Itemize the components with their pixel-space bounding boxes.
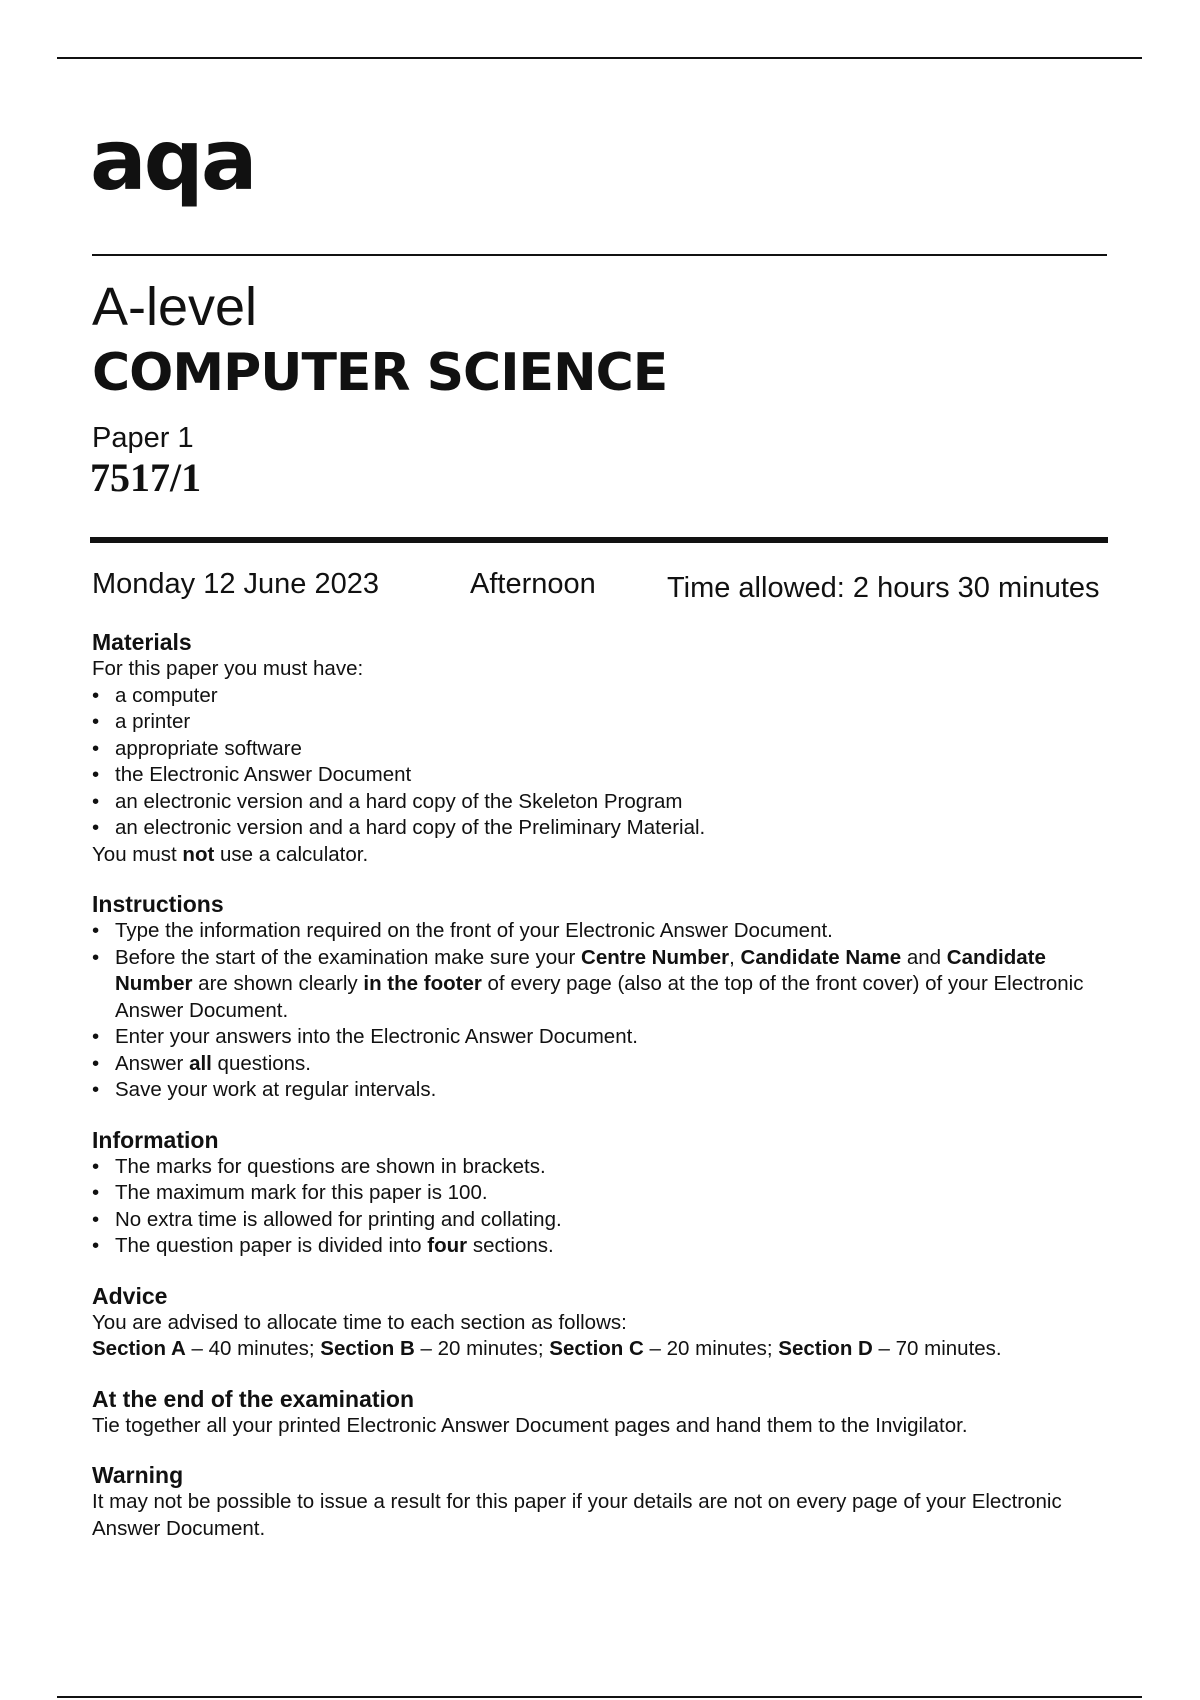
top-border-rule — [57, 57, 1142, 59]
qualification-level: A-level — [92, 277, 258, 337]
list-item: • Answer all questions. — [92, 1051, 1102, 1078]
end-of-exam-section — [92, 1385, 1102, 1440]
list-item: • Enter your answers into the Electronic Answer Document. — [92, 1024, 1102, 1051]
front-cover-content — [92, 628, 1102, 1564]
instructions-section — [92, 890, 1102, 1104]
instructions-list — [92, 918, 1102, 1104]
list-item: • The question paper is divided into four sections. — [92, 1233, 1102, 1260]
list-item: • an electronic version and a hard copy of the Preliminary Material. — [92, 815, 1102, 842]
time-allowed: Time allowed: 2 hours 30 minutes — [667, 572, 1100, 604]
header-divider — [92, 254, 1107, 256]
information-section — [92, 1126, 1102, 1260]
information-list — [92, 1154, 1102, 1260]
list-item: • a computer — [92, 683, 1102, 710]
list-item: • an electronic version and a hard copy of the Skeleton Program — [92, 789, 1102, 816]
paper-number: Paper 1 — [92, 422, 194, 454]
end-of-exam-heading: At the end of the examination — [92, 1385, 415, 1412]
subject-title: COMPUTER SCIENCE — [92, 343, 668, 403]
warning-heading: Warning — [92, 1462, 184, 1488]
section-timings: Section A – 40 minutes; Section B – 20 minutes; Section C – 20 minutes; Section D – 70 minutes. — [92, 1337, 1002, 1360]
materials-heading: Materials — [92, 629, 192, 655]
list-item: • No extra time is allowed for printing and collating. — [92, 1207, 1102, 1234]
materials-section — [92, 628, 1102, 868]
bottom-border-rule — [57, 1696, 1142, 1698]
materials-list — [92, 683, 1102, 842]
list-item: • Save your work at regular intervals. — [92, 1077, 1102, 1104]
advice-heading: Advice — [92, 1282, 168, 1309]
list-item: • a printer — [92, 709, 1102, 736]
materials-intro: For this paper you must have: — [92, 657, 364, 680]
aqa-logo: aqa — [90, 111, 255, 209]
list-item: • Before the start of the examination make sure your Centre Number, Candidate Name and Candidate Number are shown clearly in the footer of every page (also at the top of the front cover) of your Electronic Answer Document. — [92, 945, 1102, 1025]
warning-text: It may not be possible to issue a result for this paper if your details are not on every page of your Electronic Answer Document. — [92, 1490, 1062, 1540]
list-item: • The marks for questions are shown in brackets. — [92, 1154, 1102, 1181]
list-item: • the Electronic Answer Document — [92, 762, 1102, 789]
exam-session: Afternoon — [470, 568, 596, 600]
information-heading: Information — [92, 1126, 219, 1153]
thick-divider — [90, 537, 1108, 543]
advice-intro: You are advised to allocate time to each section as follows: — [92, 1310, 627, 1334]
calculator-note: You must not use a calculator. — [92, 842, 369, 866]
exam-date: Monday 12 June 2023 — [92, 568, 379, 600]
warning-section — [92, 1461, 1102, 1542]
instructions-heading: Instructions — [92, 891, 224, 917]
end-of-exam-text: Tie together all your printed Electronic Answer Document pages and hand them to the Invigilator. — [92, 1413, 968, 1437]
paper-code: 7517/1 — [90, 455, 202, 500]
advice-section — [92, 1282, 1102, 1363]
list-item: • appropriate software — [92, 736, 1102, 763]
list-item: • Type the information required on the front of your Electronic Answer Document. — [92, 918, 1102, 945]
list-item: • The maximum mark for this paper is 100. — [92, 1180, 1102, 1207]
